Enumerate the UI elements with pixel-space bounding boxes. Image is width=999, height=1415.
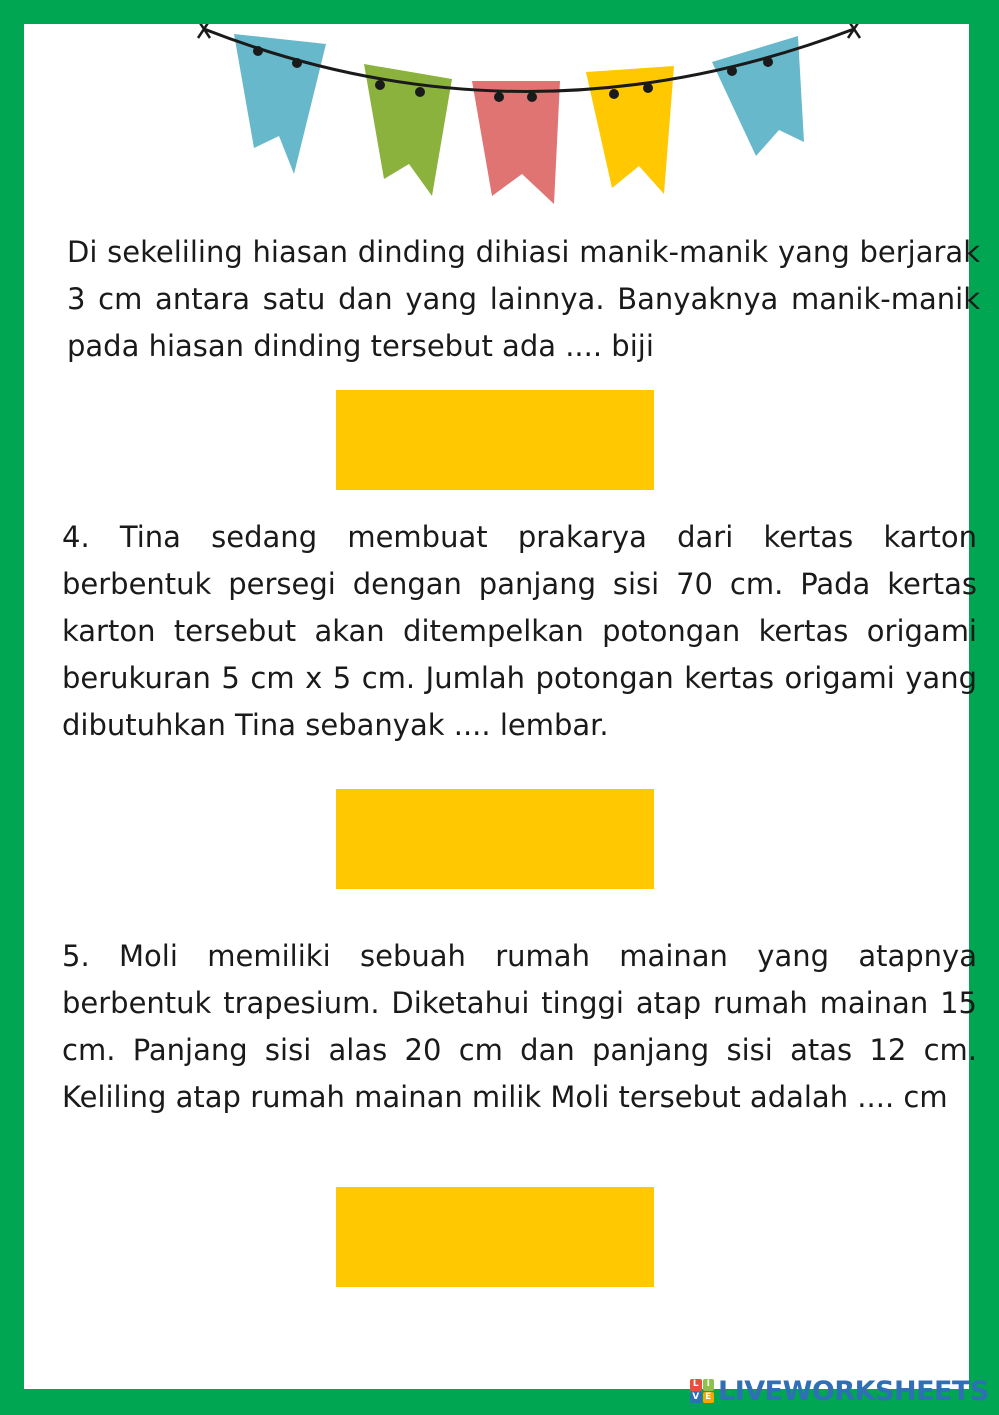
logo-letter-l: L xyxy=(690,1379,702,1391)
logo-letter-v: V xyxy=(690,1392,702,1404)
answer-box-3[interactable] xyxy=(336,390,654,490)
brand-name: LIVEWORKSHEETS xyxy=(718,1375,989,1407)
logo-letter-e: E xyxy=(703,1392,715,1404)
logo-letter-i: I xyxy=(703,1379,715,1391)
question-4-text: 4. Tina sedang membuat prakarya dari kertas karton berbentuk persegi dengan panjang sisi 70 cm. Pada kertas karton tersebut akan ditempelkan potongan kertas origami berukuran 5 cm x 5 cm. Jumlah potongan kertas origami yang dibutuhkan Tina sebanyak .... lembar. xyxy=(62,520,977,742)
liveworksheets-brand xyxy=(690,1373,989,1409)
bunting-flags-icon xyxy=(194,24,874,214)
question-5-text: 5. Moli memiliki sebuah rumah mainan yang atapnya berbentuk trapesium. Diketahui tinggi atap rumah mainan 15 cm. Panjang sisi alas 20 cm dan panjang sisi atas 12 cm. Keliling atap rumah mainan milik Moli tersebut adalah .... cm xyxy=(62,939,977,1114)
answer-box-5[interactable] xyxy=(336,1187,654,1287)
question-3-text: Di sekeliling hiasan dinding dihiasi manik-manik yang berjarak 3 cm antara satu dan yang lainnya. Banyaknya manik-manik pada hiasan dinding tersebut ada .... biji xyxy=(67,235,980,363)
liveworksheets-logo-icon xyxy=(690,1379,714,1403)
answer-box-4[interactable] xyxy=(336,789,654,889)
worksheet-page xyxy=(24,24,980,1389)
